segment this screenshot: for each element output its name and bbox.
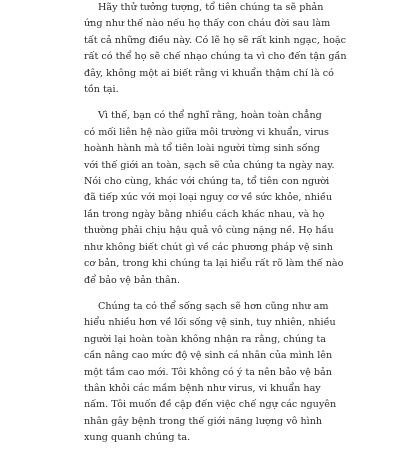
text-line: cơ bản, trong khi chúng ta lại hiểu rất rõ làm thế nào: [84, 258, 344, 270]
text-line: cần nâng cao mức độ vệ sinh cá nhân của mình lên: [84, 350, 333, 362]
text-line: tồn tại.: [84, 84, 119, 96]
text-line: tất cả những điều này. Có lẽ họ sẽ rất kinh ngạc, hoặc: [84, 34, 347, 46]
text-line: đây, không một ai biết rằng vi khuẩn thậm chí là có: [84, 67, 334, 79]
text-line: đã tiếp xúc với mọi loại nguy cơ về sức khỏe, nhiều: [84, 192, 333, 204]
text-line: lần trong ngày bằng nhiều cách khác nhau, và họ: [84, 208, 325, 220]
text-line: Vì thế, bạn có thể nghĩ rằng, hoàn toàn chẳng: [98, 110, 322, 122]
text-line: để bảo vệ bản thân.: [84, 274, 180, 286]
text-line: hiểu nhiều hơn về lối sống vệ sinh, tuy nhiên, nhiều: [84, 317, 336, 329]
text-line: nhân gây bệnh trong thế giới năng lượng vô hình: [84, 415, 323, 427]
text-line: thân khỏi các mầm bệnh như virus, vi khuẩn hay: [84, 382, 321, 394]
body-text: [84, 0, 347, 455]
text-line: Nói cho cùng, khác với chúng ta, tổ tiên con người: [84, 176, 330, 188]
text-line: nấm. Tôi muốn đề cập đến việc chế ngự các nguyên: [84, 399, 337, 411]
text-line: có mối liên hệ nào giữa môi trường vi khuẩn, virus: [84, 126, 329, 138]
paragraph-2: [84, 108, 344, 288]
text-line: như không biết chút gì về các phương pháp vệ sinh: [84, 241, 333, 253]
text-line: thường phải chịu hậu quả vô cùng nặng nề. Họ hầu: [84, 225, 334, 237]
text-line: Hãy thử tưởng tượng, tổ tiên chúng ta sẽ phản: [98, 2, 324, 13]
paragraph-1: [84, 0, 347, 98]
text-line: với thế giới an toàn, sạch sẽ của chúng ta ngày nay.: [84, 159, 335, 171]
text-line: Chúng ta có thể sống sạch sẽ hơn cũng như am: [98, 300, 329, 312]
text-line: một tầm cao mới. Tôi không có ý ta nên bảo vệ bản: [84, 366, 332, 378]
text-line: hoành hành mà tổ tiên loài người từng sinh sống: [84, 143, 320, 155]
paragraph-3: [84, 299, 337, 447]
text-line: rất có thể họ sẽ chế nhạo chúng ta vì cho đến tận gần: [84, 51, 347, 63]
text-line: ứng như thế nào nếu họ thấy con cháu đời sau làm: [84, 18, 331, 30]
text-line: xung quanh chúng ta.: [84, 432, 191, 444]
text-line: người lại hoàn toàn không nhận ra rằng, chúng ta: [84, 333, 326, 345]
